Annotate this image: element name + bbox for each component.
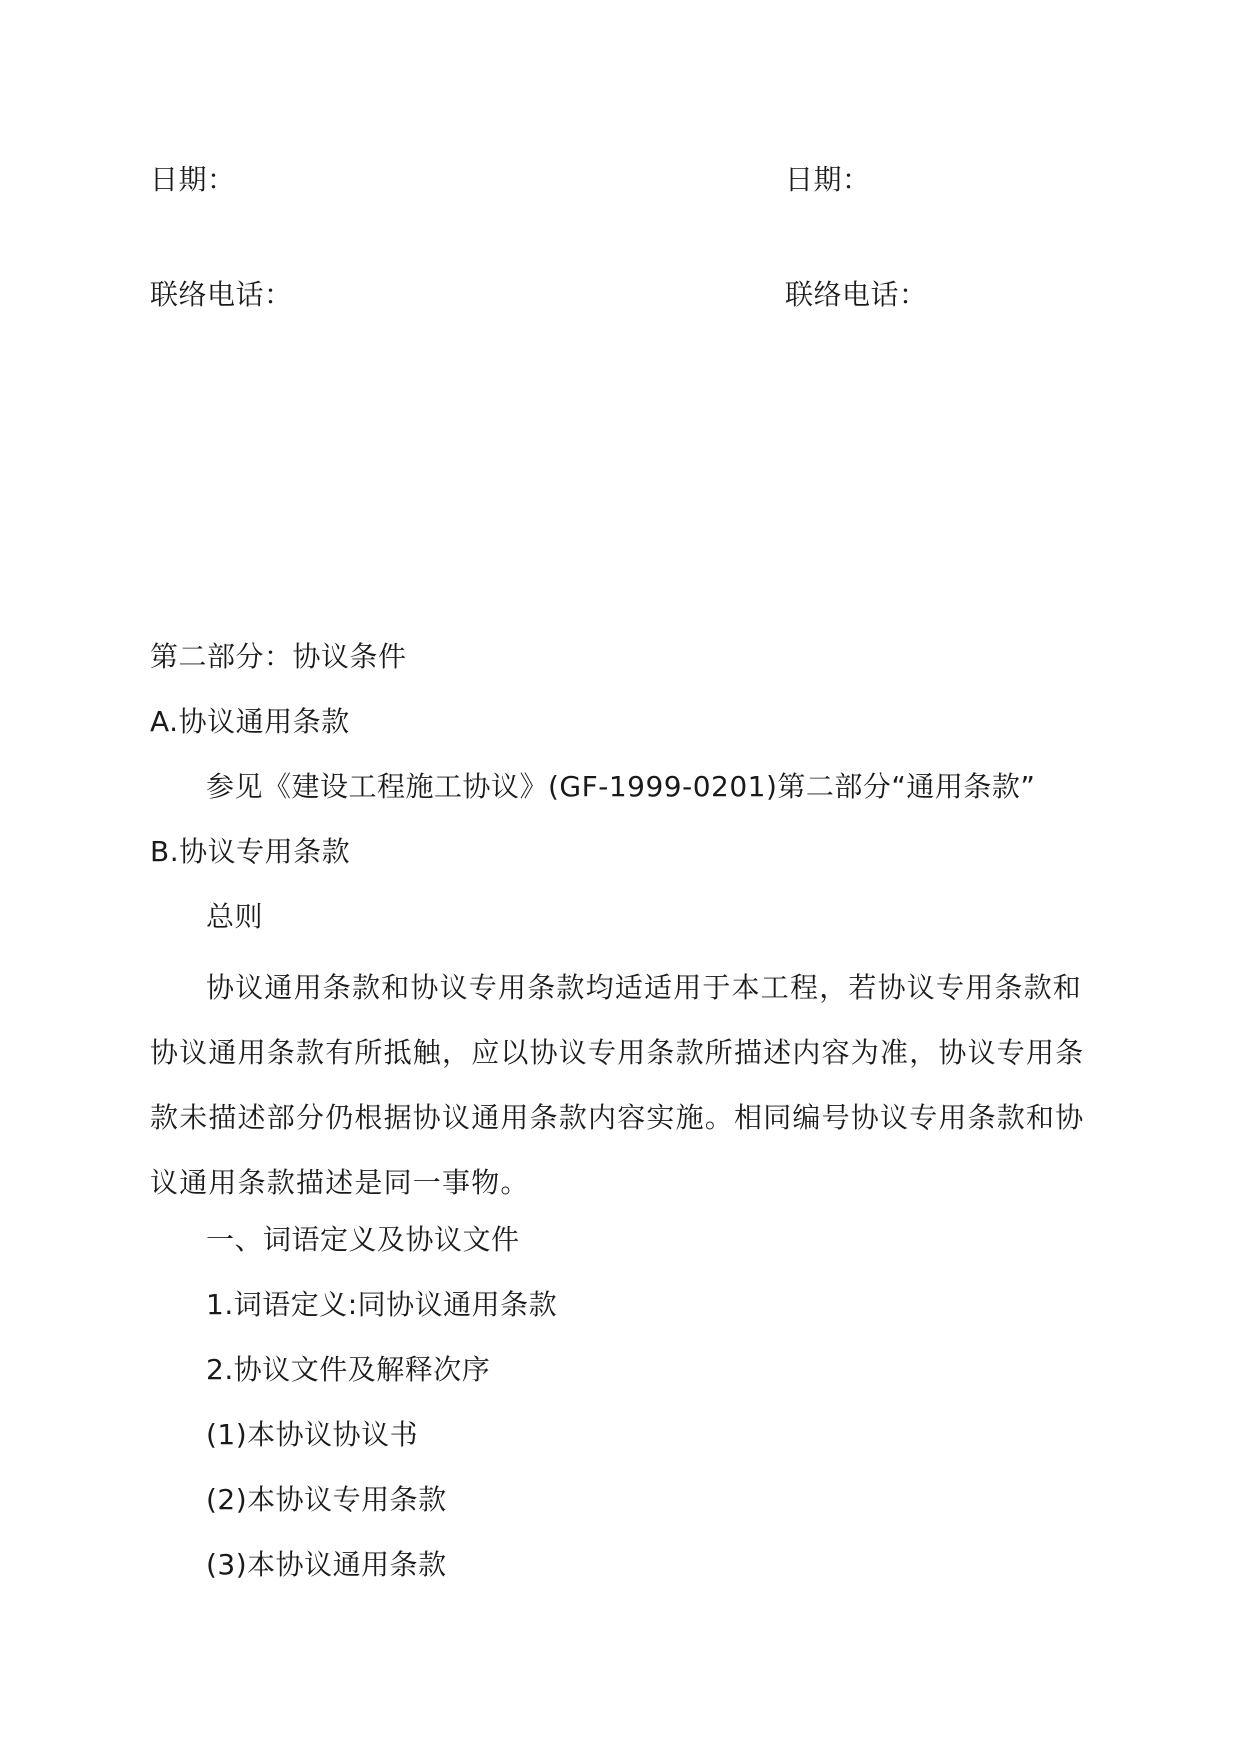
section-title: 第二部分：协议条件 xyxy=(150,640,407,673)
list-item-3: (3)本协议通用条款 xyxy=(206,1548,447,1581)
left-date-label: 日期： xyxy=(150,163,236,196)
general-paragraph: 协议通用条款和协议专用条款均适适用于本工程，若协议专用条款和协议通用条款有所抵触，应以协议专用条款所描述内容为准，协议专用条款未描述部分仍根据协议通用条款内容实施。相同编号协议专用条款和协议通用条款描述是同一事物。 xyxy=(150,971,1085,1199)
subsection-a-reference: 参见《建设工程施工协议》(GF-1999-0201)第二部分“通用条款” xyxy=(206,770,1036,803)
item-2: 2.协议文件及解释次序 xyxy=(206,1353,491,1386)
subsection-a-heading: A.协议通用条款 xyxy=(150,705,350,738)
left-phone-label: 联络电话： xyxy=(150,278,293,311)
list-item-2: (2)本协议专用条款 xyxy=(206,1483,447,1516)
subsection-b-heading: B.协议专用条款 xyxy=(150,835,351,868)
general-heading: 总则 xyxy=(206,900,264,933)
right-phone-label: 联络电话： xyxy=(785,278,928,311)
list-item-1: (1)本协议协议书 xyxy=(206,1418,419,1451)
chapter-one-heading: 一、词语定义及协议文件 xyxy=(206,1223,520,1256)
item-1: 1.词语定义:同协议通用条款 xyxy=(206,1288,558,1321)
right-date-label: 日期： xyxy=(785,163,871,196)
